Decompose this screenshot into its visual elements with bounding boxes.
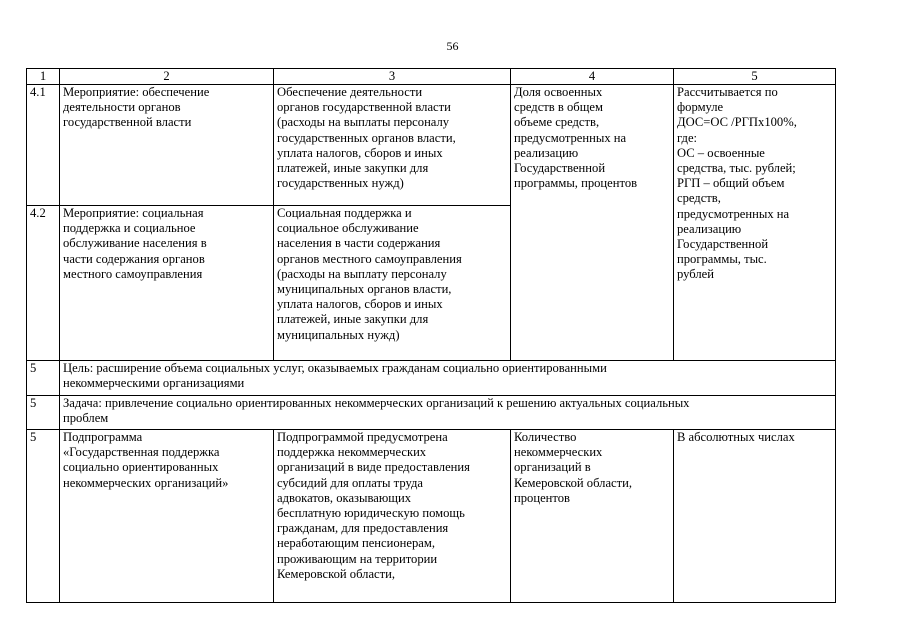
method-cell: [674, 430, 836, 603]
description-cell: [274, 430, 511, 603]
table-header-row: [27, 69, 836, 85]
event-text: Мероприятие: обеспечение деятельности органов государственной власти: [63, 85, 210, 130]
subprogram-row: [27, 430, 836, 603]
description-cell: [274, 206, 511, 361]
row-number: 5: [30, 430, 37, 444]
event-cell: [60, 85, 274, 206]
method-cell: [674, 85, 836, 361]
row-number-cell: [27, 85, 60, 206]
row-number-cell: [27, 396, 60, 430]
indicator-cell: [511, 85, 674, 361]
row-number-cell: [27, 430, 60, 603]
header-cell: 5: [674, 69, 836, 85]
row-number: 4.1: [30, 85, 46, 99]
row-number-cell: [27, 361, 60, 396]
indicator-text: Доля освоенных средств в общем объеме средств, предусмотренных на реализацию Государственной программы, процентов: [514, 85, 638, 191]
subprogram-title: Подпрограмма «Государственная поддержка социально ориентированных некоммерческих организаций»: [63, 430, 229, 490]
header-cell: 4: [511, 69, 674, 85]
indicator-cell: [511, 430, 674, 603]
task-row: [27, 396, 836, 430]
page-number: 56: [446, 39, 459, 53]
header-cell: 2: [60, 69, 274, 85]
header-cell: 1: [27, 69, 60, 85]
row-number: 5: [30, 396, 37, 410]
method-text: В абсолютных числах: [677, 430, 795, 444]
event-text: Мероприятие: социальная поддержка и социальное обслуживание населения в части содержания органов местного самоуправления: [63, 206, 207, 281]
indicators-table: [26, 68, 836, 603]
goal-text: Цель: расширение объема социальных услуг, оказываемых гражданам социально ориентированными некоммерческими организациями: [63, 361, 607, 391]
description-text: Обеспечение деятельности органов государственной власти (расходы на выплаты персоналу государственных органов власти, уплата налогов, сборов и иных платежей, иные закупки для государственных нужд): [277, 85, 456, 191]
description-text: Социальная поддержка и социальное обслуживание населения в части содержания органов местного самоуправления (расходы на выплату персоналу муниципальных органов власти, уплата налогов, сборов и иных платежей, иные закупки для муниципальных нужд): [277, 206, 462, 342]
description-text: Подпрограммой предусмотрена поддержка некоммерческих организаций в виде предоставления субсидий для оплаты труда адвокатов, оказывающих бесплатную юридическую помощь гражданам, для предоставления неработающим пенсионерам, проживающим на территории Кемеровской области,: [277, 430, 470, 581]
row-number: 5: [30, 361, 37, 375]
method-text: Рассчитывается по формуле ДОС=ОС /РГПх100%, где: ОС – освоенные средства, тыс. рублей; РГП – общий объем средств, предусмотренных на реализацию Государственной программы, тыс. рублей: [677, 85, 797, 282]
task-text: Задача: привлечение социально ориентированных некоммерческих организаций к решению актуальных социальных проблем: [63, 396, 690, 426]
event-cell: [60, 206, 274, 361]
task-cell: [60, 396, 836, 430]
header-cell: 3: [274, 69, 511, 85]
row-number: 4.2: [30, 206, 46, 220]
indicator-text: Количество некоммерческих организаций в Кемеровской области, процентов: [514, 430, 633, 505]
goal-row: [27, 361, 836, 396]
event-cell: [60, 430, 274, 603]
row-number-cell: [27, 206, 60, 361]
goal-cell: [60, 361, 836, 396]
description-cell: [274, 85, 511, 206]
table-row: [27, 85, 836, 206]
